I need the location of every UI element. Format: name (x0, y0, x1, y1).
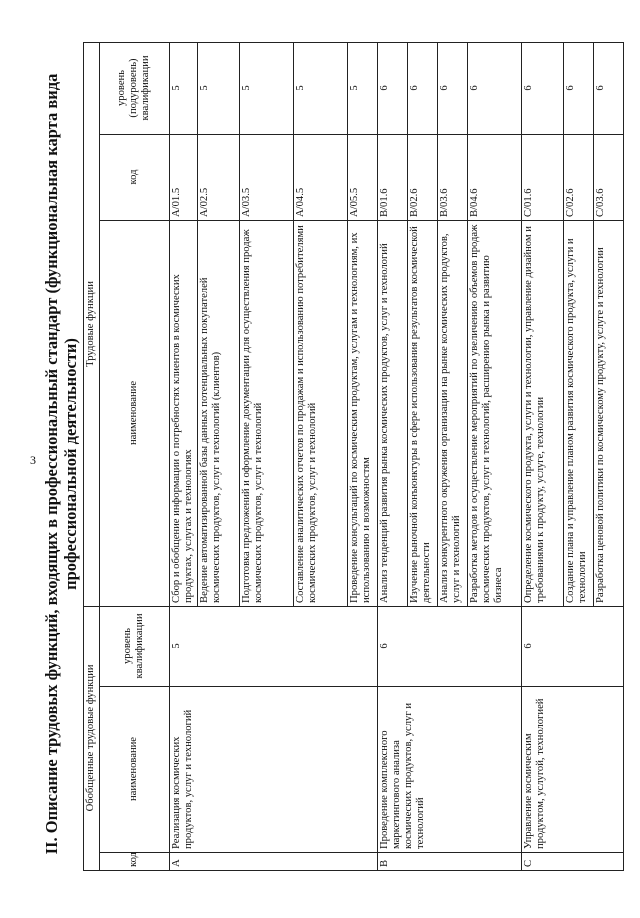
function-code: B/01.6 (378, 134, 408, 220)
function-code: A/05.5 (348, 134, 378, 220)
page-number: 3 (30, 453, 36, 467)
header-generalized: Обобщенные трудовые функции (84, 606, 100, 870)
function-level: 6 (522, 42, 564, 134)
functional-map-table (83, 42, 624, 871)
function-code: C/01.6 (522, 134, 564, 220)
function-name: Определение космического продукта, услуги и технологии, управление дизайном и требованиями к продукту, услуге, технологии (522, 220, 564, 606)
header-code: код (100, 853, 170, 871)
section-heading (42, 52, 80, 876)
header-level: уровень квалификации (100, 606, 170, 686)
table-row (170, 42, 198, 870)
function-name: Разработка методов и осуществление мероприятий по увеличению объемов продаж космических продуктов, услуг и технологий, расширению рынка и развитию бизнеса (468, 220, 522, 606)
function-name: Изучение рыночной конъюнктуры в сфере использования результатов космической деятельности (408, 220, 438, 606)
function-name: Создание плана и управление планом развития космического продукта, услуги и технологии (564, 220, 594, 606)
function-code: A/01.5 (170, 134, 198, 220)
function-level: 6 (378, 42, 408, 134)
group-level: 6 (522, 606, 624, 686)
group-level: 6 (378, 606, 522, 686)
function-code: C/02.6 (564, 134, 594, 220)
function-level: 5 (294, 42, 348, 134)
function-level: 6 (468, 42, 522, 134)
group-name: Управление космическим продуктом, услугой, технологией (522, 687, 624, 853)
table-row (522, 42, 564, 870)
function-name: Составление аналитических отчетов по продажам и использованию потребителями космических продуктов, услуг и технологий (294, 220, 348, 606)
function-code: B/03.6 (438, 134, 468, 220)
group-name: Проведение комплексного маркетингового анализа космических продуктов, услуг и технологий (378, 687, 522, 853)
function-code: B/04.6 (468, 134, 522, 220)
function-name: Анализ тенденций развития рынка космических продуктов, услуг и технологий (378, 220, 408, 606)
function-name: Проведение консультаций по космическим продуктам, услугам и технологиям, их использованию и возможностям (348, 220, 378, 606)
group-level: 5 (170, 606, 378, 686)
function-name: Ведение автоматизированной базы данных потенциальных покупателей космических продуктов, услуг и технологий (клиентов) (198, 220, 240, 606)
function-level: 6 (408, 42, 438, 134)
function-code: C/03.6 (594, 134, 624, 220)
function-level: 6 (594, 42, 624, 134)
function-name: Подготовка предложений и оформление документации для осуществления продаж космических продуктов, услуг и технологий (240, 220, 294, 606)
group-code: B (378, 853, 522, 871)
function-name: Анализ конкурентного окружения организации на рынке космических продуктов, услуг и технологий (438, 220, 468, 606)
function-level: 5 (348, 42, 378, 134)
function-code: A/02.5 (198, 134, 240, 220)
function-level: 6 (564, 42, 594, 134)
header-name: наименование (100, 687, 170, 853)
header-labor-name: наименование (100, 220, 170, 606)
heading-line-1: II. Описание трудовых функций, входящих в профессиональный стандарт (функциональная карта вида (42, 73, 61, 855)
function-level: 5 (198, 42, 240, 134)
function-name: Сбор и обобщение информации о потребностях клиентов в космических продуктах, услугах и технологиях (170, 220, 198, 606)
header-labor: Трудовые функции (84, 42, 100, 606)
group-name: Реализация космических продуктов, услуг и технологий (170, 687, 378, 853)
group-code: C (522, 853, 624, 871)
function-level: 5 (170, 42, 198, 134)
function-level: 5 (240, 42, 294, 134)
heading-line-2: профессиональной деятельности) (61, 338, 80, 590)
header-labor-code: код (100, 134, 170, 220)
function-name: Разработка ценовой политики по космическому продукту, услуге и технологии (594, 220, 624, 606)
group-code: A (170, 853, 378, 871)
function-code: A/03.5 (240, 134, 294, 220)
function-code: A/04.5 (294, 134, 348, 220)
function-code: B/02.6 (408, 134, 438, 220)
function-level: 6 (438, 42, 468, 134)
table-row (378, 42, 408, 870)
header-sublevel: уровень (подуровень) квалификации (100, 42, 170, 134)
